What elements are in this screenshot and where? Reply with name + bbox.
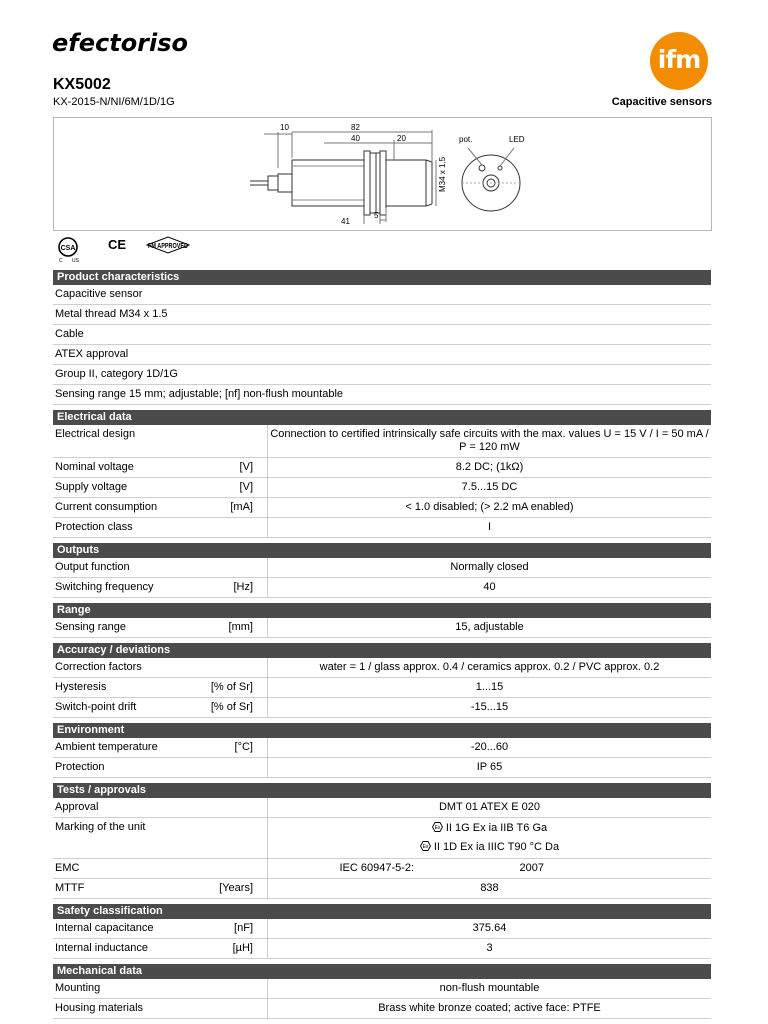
row-value [267,678,711,697]
row-value [267,798,711,817]
row-value-text: I [487,521,492,533]
row-value [267,939,711,958]
table-row [53,345,711,365]
row-label: Protection [55,761,105,773]
fm-approved-icon [145,236,191,262]
row-unit: [V] [239,481,253,493]
section-header: Range [53,602,711,618]
row-value-text: IP 65 [476,761,503,773]
csa-mark-text: CSA [60,245,76,252]
row-value [267,879,711,898]
section-header: Safety classification [53,903,711,919]
ex-hexagon-icon [432,822,443,832]
table-row [53,325,711,345]
row-value [267,618,711,637]
marking-line [270,819,709,838]
row-label: MTTF [55,882,85,894]
row-value-text: water = 1 / glass approx. 0.4 / ceramics approx. 0.2 / PVC approx. 0.2 [319,661,660,673]
row-value-text: Brass white bronze coated; active face: PTFE [378,1002,601,1014]
row-label: EMC [55,862,80,874]
row-value-text: 15, adjustable [455,621,524,633]
marking-text: II 1G Ex ia IIB T6 Ga [445,822,548,834]
row-label: Nominal voltage [55,461,134,473]
row-value [267,859,711,878]
row-unit: [% of Sr] [210,701,253,713]
row-value [267,758,711,777]
ifm-logo [650,32,708,90]
row-value [267,425,711,457]
row-unit: [Hz] [233,581,253,593]
row-value [267,919,711,938]
table-row [53,578,711,598]
table-row [53,365,711,385]
fm-approved-mark [145,236,191,267]
row-value [267,658,711,677]
section-header: Accuracy / deviations [53,642,711,658]
row-value-text: -20...60 [470,741,509,753]
ex-hexagon-icon [420,841,431,851]
ifm-logo-text: ifm [657,45,701,74]
row-label: Switching frequency [55,581,154,593]
row-value [267,738,711,757]
row-value [267,518,711,537]
row-label: Mounting [55,982,101,994]
table-row [53,458,711,478]
row-value-text: 1...15 [475,681,504,693]
table-row [53,798,711,818]
dim-label: 82 [351,123,360,132]
row-label: Hysteresis [55,681,107,693]
row-value [267,558,711,577]
row-unit: [mA] [230,501,253,513]
table-row [53,999,711,1019]
table-row [53,678,711,698]
csa-mark [54,236,90,269]
row-text: Metal thread M34 x 1.5 [55,308,168,320]
row-label: Internal capacitance [55,922,154,934]
table-row [53,698,711,718]
table-row [53,758,711,778]
row-label: Correction factors [55,661,142,673]
row-text: Cable [55,328,84,340]
row-unit: [µH] [232,942,253,954]
row-value-text: 40 [483,581,496,593]
product-category: Capacitive sensors [611,96,712,108]
table-row [53,818,711,859]
table-row [53,618,711,638]
dim-label: 5 [374,211,379,220]
product-code: KX-2015-N/NI/6M/1D/1G [53,96,175,108]
dim-label: 20 [397,134,406,143]
row-text: Group II, category 1D/1G [55,368,178,380]
dim-label: 41 [341,217,350,226]
row-label: Supply voltage [55,481,128,493]
row-value-text: Connection to certified intrinsically safe circuits with the max. values U = 15 V / I = 50 mA / P = 120 mW [270,428,709,453]
table-row [53,859,711,879]
row-value-text: 3 [486,942,493,954]
product-title: KX5002 [53,76,111,93]
row-unit: [Years] [219,882,253,894]
section-header: Electrical data [53,409,711,425]
csa-us: US [72,258,79,264]
row-value-text: non-flush mountable [439,982,540,994]
row-label: Marking of the unit [55,821,146,833]
section-header: Mechanical data [53,963,711,979]
row-label: Internal inductance [55,942,148,954]
row-text: Capacitive sensor [55,288,143,300]
marking-line [270,838,709,857]
row-label: Electrical design [55,428,136,440]
row-value-text: DMT 01 ATEX E 020 [438,801,541,813]
table-row [53,979,711,999]
table-row [53,305,711,325]
row-unit: [°C] [234,741,253,753]
row-label: Ambient temperature [55,741,158,753]
row-label: Output function [55,561,130,573]
row-value [267,979,711,998]
row-unit: [V] [239,461,253,473]
row-value [267,818,711,858]
emc-standard: IEC 60947-5-2: [339,862,415,874]
row-label: Housing materials [55,1002,144,1014]
row-label: Sensing range [55,621,126,633]
row-unit: [% of Sr] [210,681,253,693]
led-label: LED [509,135,525,144]
row-value [267,458,711,477]
table-row [53,738,711,758]
row-value-text: < 1.0 disabled; (> 2.2 mA enabled) [405,501,574,513]
brand-logo: efectoriso [52,29,189,57]
svg-text:Ex: Ex [434,825,441,831]
row-label: Current consumption [55,501,158,513]
table-row [53,498,711,518]
row-value [267,578,711,597]
dimension-drawing [53,117,712,231]
table-row [53,385,711,405]
ce-mark: CE [108,237,127,252]
row-text: Sensing range 15 mm; adjustable; [nf] non-flush mountable [55,388,344,400]
csa-mark-icon [54,236,90,264]
row-value-text: 375.64 [472,922,507,934]
row-value [267,999,711,1018]
table-row [53,518,711,538]
pot-label: pot. [459,135,473,144]
row-label: Protection class [55,521,133,533]
table-row [53,425,711,458]
dim-label: 40 [351,134,360,143]
dimension-drawing-svg [54,118,713,232]
row-label: Switch-point drift [55,701,137,713]
section-header: Product characteristics [53,269,711,285]
row-text: ATEX approval [55,348,129,360]
table-row [53,658,711,678]
row-unit: [mm] [228,621,253,633]
row-value-text: 8.2 DC; (1kΩ) [455,461,524,473]
row-value-text: Normally closed [450,561,529,573]
dim-label: M34 x 1,5 [438,156,447,192]
row-unit: [nF] [234,922,253,934]
emc-year: 2007 [519,862,544,874]
section-header: Tests / approvals [53,782,711,798]
fm-approved-text: FM APPROVED [148,243,188,250]
row-value-text: 838 [480,882,499,894]
datasheet-table [53,269,711,1019]
row-label: Approval [55,801,99,813]
table-row [53,939,711,959]
row-value [267,698,711,717]
svg-text:Ex: Ex [422,844,429,850]
table-row [53,478,711,498]
table-row [53,285,711,305]
row-value [267,498,711,517]
section-header: Environment [53,722,711,738]
row-value-text: -15...15 [470,701,509,713]
table-row [53,558,711,578]
marking-text: II 1D Ex ia IIIC T90 °C Da [433,841,560,853]
dim-label: 10 [280,123,289,132]
row-value-text: 7.5...15 DC [461,481,518,493]
table-row [53,919,711,939]
csa-c: C [59,258,63,264]
row-value [267,478,711,497]
table-row [53,879,711,899]
section-header: Outputs [53,542,711,558]
